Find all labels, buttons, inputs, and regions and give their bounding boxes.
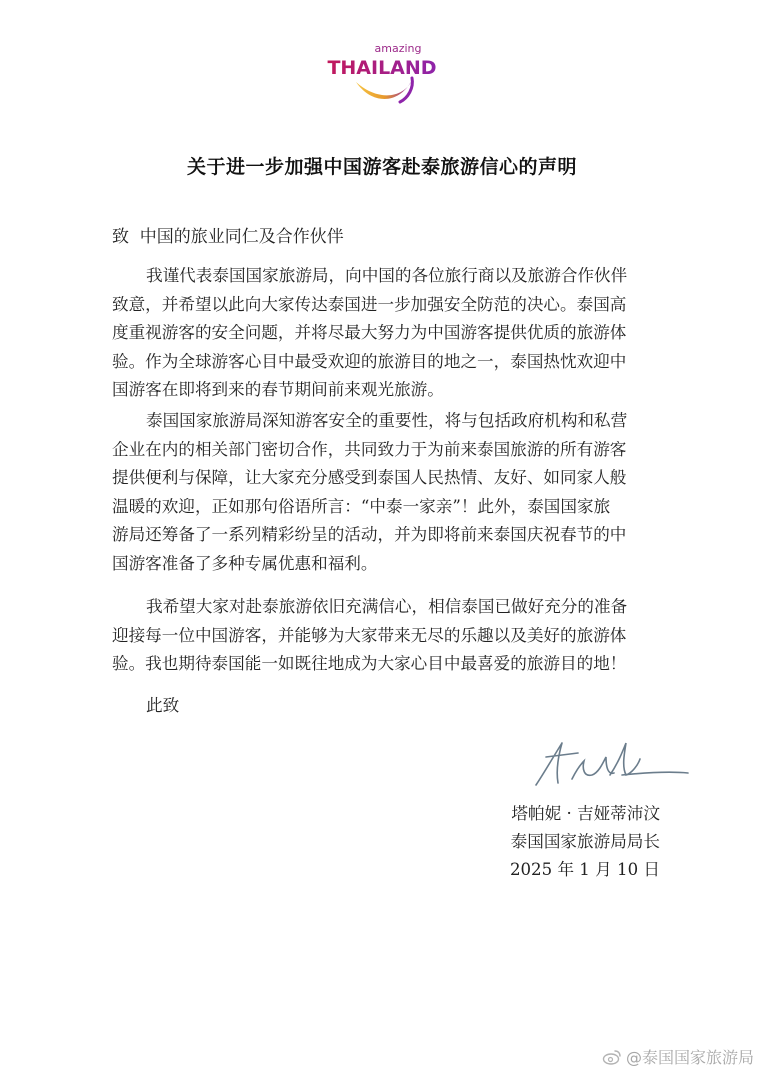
paragraph-line: 验。我也期待泰国能一如既往地成为大家心目中最喜爱的旅游目的地！ <box>112 654 627 673</box>
paragraph-line: 游局还筹备了一系列精彩纷呈的活动，并为即将前来泰国庆祝春节的中 <box>112 525 627 544</box>
signer-title: 泰国国家旅游局局长 <box>510 832 660 851</box>
paragraph-line: 温暖的欢迎，正如那句俗语所言：“中泰一家亲”！此外，泰国国家旅 <box>112 496 611 516</box>
paragraph-line: 企业在内的相关部门密切合作，共同致力于为前来泰国旅游的所有游客 <box>112 439 627 459</box>
logo-swoosh <box>356 80 412 99</box>
amazing-thailand-logo <box>326 40 438 110</box>
weibo-watermark <box>602 1045 754 1068</box>
weibo-icon <box>602 1047 622 1067</box>
paragraph-1 <box>112 262 652 405</box>
closing-text: 此致 <box>146 696 180 715</box>
paragraph-line: 国游客准备了多种专属优惠和福利。 <box>112 553 378 573</box>
paragraph-line: 泰国国家旅游局深知游客安全的重要性，将与包括政府机构和私营 <box>146 411 628 430</box>
page-title: 关于进一步加强中国游客赴泰旅游信心的声明 <box>186 156 577 178</box>
paragraph-line: 国游客在即将到来的春节期间前来观光旅游。 <box>112 380 444 399</box>
paragraph-line: 致意，并希望以此向大家传达泰国进一步加强安全防范的决心。泰国高 <box>112 294 627 314</box>
logo-main-text: THAILAND <box>327 57 437 79</box>
paragraph-line: 提供便利与保障，让大家充分感受到泰国人民热情、友好、如同家人般 <box>112 468 627 487</box>
watermark-text: @泰国国家旅游局 <box>625 1048 754 1067</box>
salutation: 致 中国的旅业同仁及合作伙伴 <box>112 227 344 247</box>
paragraph-line: 我希望大家对赴泰旅游依旧充满信心，相信泰国已做好充分的准备 <box>146 597 628 616</box>
logo-small-text: amazing <box>374 42 422 55</box>
signer-name: 塔帕妮 · 吉娅蒂沛汶 <box>511 804 660 823</box>
paragraph-line: 迎接每一位中国游客，并能够为大家带来无尽的乐趣以及美好的旅游体 <box>112 625 627 645</box>
signer-date: 2025 年 1 月 10 日 <box>509 860 660 879</box>
paragraph-line: 度重视游客的安全问题，并将尽最大努力为中国游客提供优质的旅游体 <box>112 323 627 342</box>
paragraph-2 <box>112 407 652 578</box>
logo-graphic <box>326 40 438 110</box>
paragraph-3 <box>112 593 652 679</box>
handwritten-signature <box>522 735 692 795</box>
paragraph-line: 验。作为全球游客心目中最受欢迎的旅游目的地之一，泰国热忱欢迎中 <box>112 351 627 371</box>
paragraph-line: 我谨代表泰国国家旅游局，向中国的各位旅行商以及旅游合作伙伴 <box>146 266 628 285</box>
